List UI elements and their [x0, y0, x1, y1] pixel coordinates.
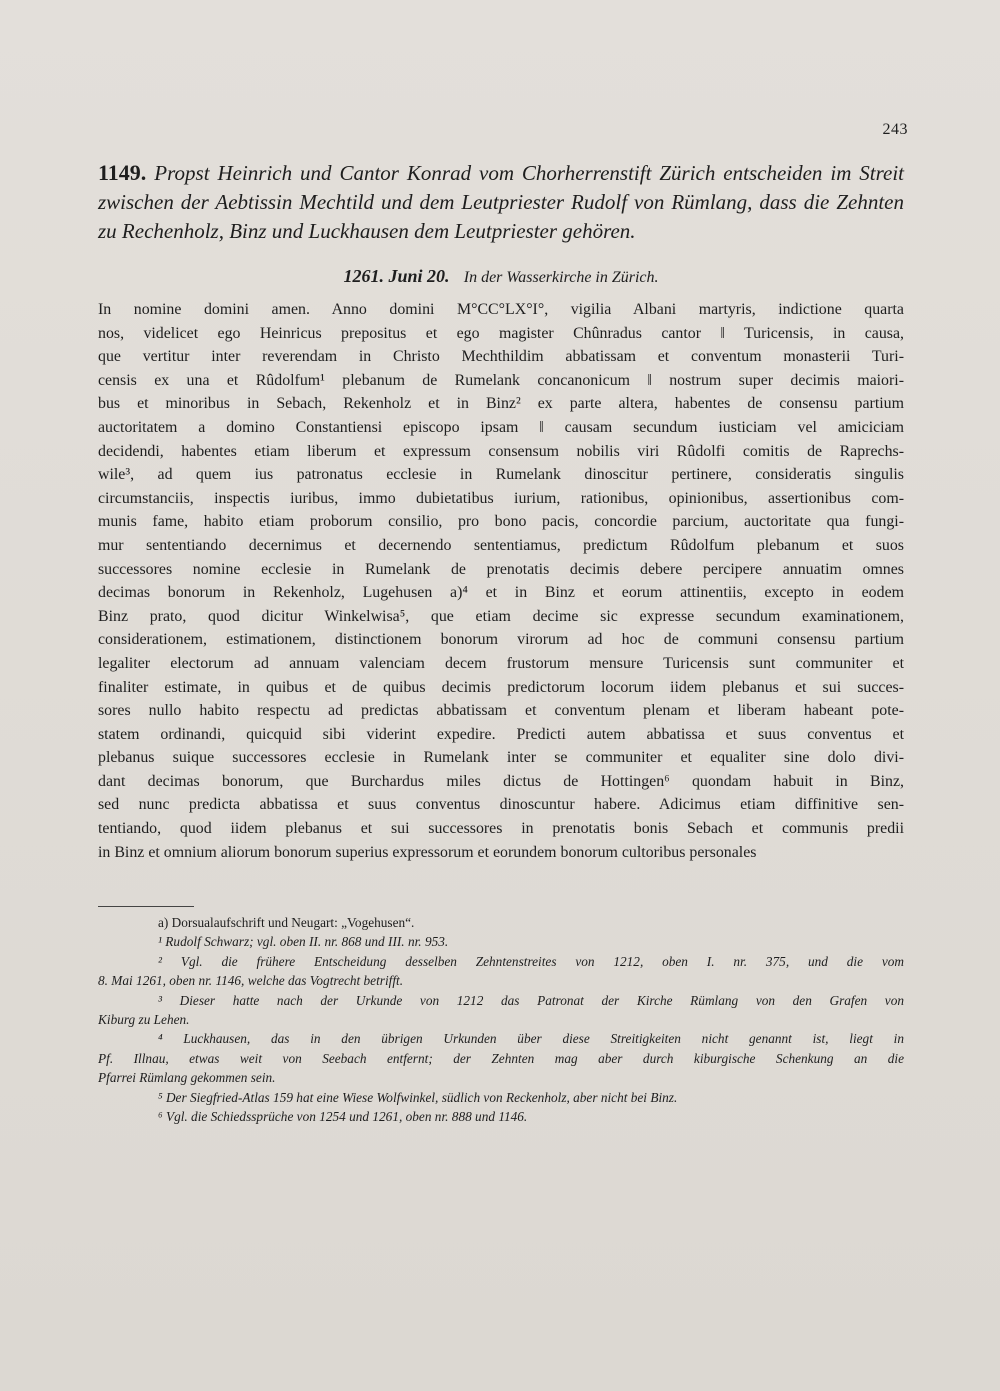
body-line: censis ex una et Rûdolfum¹ plebanum de Rumelank concanonicum ‖ nostrum super decimis maiori-: [98, 371, 904, 389]
body-line: Binz prato, quod dicitur Winkelwisa⁵, que etiam decime sic expresse secundum examinationem,: [98, 607, 904, 625]
body-line: nos, videlicet ego Heinricus prepositus et ego magister Chûnradus cantor ‖ Turicensis, in causa,: [98, 324, 904, 342]
footnotes: [98, 913, 904, 1126]
body-line: mur sententiando decernimus et decernendo sententiamus, predictum Rûdolfum plebanum et suos: [98, 536, 904, 554]
body-line: plebanus suique successores ecclesie in Rumelank inter se communiter et equaliter sine dolo divi-: [98, 749, 904, 767]
body-line: in Binz et omnium aliorum bonorum superius expressorum et eorundem bonorum cultoribus personales: [98, 843, 757, 861]
charter-number: 1149.: [98, 160, 147, 185]
page-number: 243: [882, 121, 908, 138]
body-line: sed nunc predicta abbatissa et suus conventus dinoscuntur habere. Adicimus etiam diffinitive sen-: [98, 796, 904, 814]
footnote-line: ¹ Rudolf Schwarz; vgl. oben II. nr. 868 und III. nr. 953.: [158, 934, 449, 950]
footnote-line: Kiburg zu Lehen.: [98, 1011, 190, 1027]
body-line: successores nomine ecclesie in Rumelank de prenotatis decimis debere percipere annuatim omnes: [98, 560, 904, 578]
body-line: finaliter estimate, in quibus et de quibus decimis predictorum locorum iidem plebanus et sui succes-: [98, 678, 904, 696]
charter-place: In der Wasserkirche in Zürich.: [463, 269, 659, 286]
body-line: bus et minoribus in Sebach, Rekenholz et in Binz² ex parte altera, habentes de consensu partium: [98, 395, 904, 413]
footnote-line: ⁶ Vgl. die Schiedssprüche von 1254 und 1261, oben nr. 888 und 1146.: [158, 1108, 528, 1124]
body-line: circumstanciis, inspectis iuribus, immo dubietatibus iurium, rationibus, opinionibus, assertionibus com-: [98, 489, 904, 507]
footnote-line: Pf. Illnau, etwas weit von Seebach entfernt; der Zehnten mag aber durch kiburgische Schenkung an die: [98, 1050, 904, 1066]
charter-body: [98, 298, 904, 864]
footnote-line: ² Vgl. die frühere Entscheidung desselben Zehntenstreites von 1212, oben I. nr. 375, und die vom: [158, 953, 904, 969]
body-line: decidendi, habentes etiam liberum et expressum consensum nobilis viri Rûdolfi comitis de Raprechs-: [98, 442, 904, 460]
body-line: decimas bonorum in Rekenholz, Lugehusen a)⁴ et in Binz et eorum attinentiis, excepto in eodem: [98, 584, 904, 602]
dateline: [98, 266, 904, 287]
body-line: sores nullo habito respectu ad predictas abbatissam et conventum plenam et liberam habeant pote-: [98, 702, 904, 720]
footnote-line: Pfarrei Rümlang gekommen sein.: [98, 1070, 276, 1086]
charter-date: 1261. Juni 20.: [343, 266, 450, 286]
footnote-line: ³ Dieser hatte nach der Urkunde von 1212 das Patronat der Kirche Rümlang von den Grafen von: [158, 992, 904, 1008]
body-line: In nomine domini amen. Anno domini M°CC°LX°I°, vigilia Albani martyris, indictione quarta: [98, 301, 904, 318]
footnote-line: ⁵ Der Siegfried-Atlas 159 hat eine Wiese Wolfwinkel, südlich von Reckenholz, aber nicht bei Binz.: [158, 1089, 678, 1105]
charter-heading: [98, 158, 904, 246]
body-line: munis fame, habito etiam proborum consilio, pro bono pacis, concordie parcium, auctoritate qua fungi-: [98, 513, 904, 531]
body-line: auctoritatem a domino Constantiensi episcopo ipsam ‖ causam secundum iusticiam vel amiciciam: [98, 418, 904, 436]
body-line: considerationem, estimationem, distinctionem bonorum virorum ad hoc de communi consensu partium: [98, 631, 904, 649]
body-line: wile³, ad quem ius patronatus ecclesie in Rumelank dinoscitur pertinere, consideratis singulis: [98, 466, 904, 484]
body-line: dant decimas bonorum, que Burchardus miles dictus de Hottingen⁶ quondam habuit in Binz,: [98, 772, 904, 790]
footnote-line: 8. Mai 1261, oben nr. 1146, welche das Vogtrecht betrifft.: [98, 973, 404, 989]
body-line: statem ordinandi, quicquid sibi viderint expedire. Predicti autem abbatissa et suus conventus et: [98, 725, 904, 743]
body-line: legaliter electorum ad annuam valenciam decem frustorum mensure Turicensis sunt communiter et: [98, 654, 904, 672]
footnote-line: ⁴ Luckhausen, das in den übrigen Urkunden über diese Streitigkeiten nicht genannt ist, liegt in: [158, 1031, 904, 1047]
footnote-divider: [98, 906, 194, 907]
body-line: que vertitur inter reverendam in Christo Mechthildim abbatissam et conventum monasterii Turi-: [98, 348, 904, 366]
charter-title: Propst Heinrich und Cantor Konrad vom Chorherrenstift Zürich entscheiden im Streit zwischen der Aebtissin Mechtild und dem Leutpriester Rudolf von Rümlang, dass die Zehnten zu Rechenholz, Binz und Luckhausen dem Leutpriester gehören.: [98, 161, 904, 243]
body-line: tentiando, quod iidem plebanus et sui successores in prenotatis bonis Sebach et communis predii: [98, 820, 904, 838]
footnote-line: a) Dorsualaufschrift und Neugart: „Vogehusen“.: [158, 915, 415, 930]
